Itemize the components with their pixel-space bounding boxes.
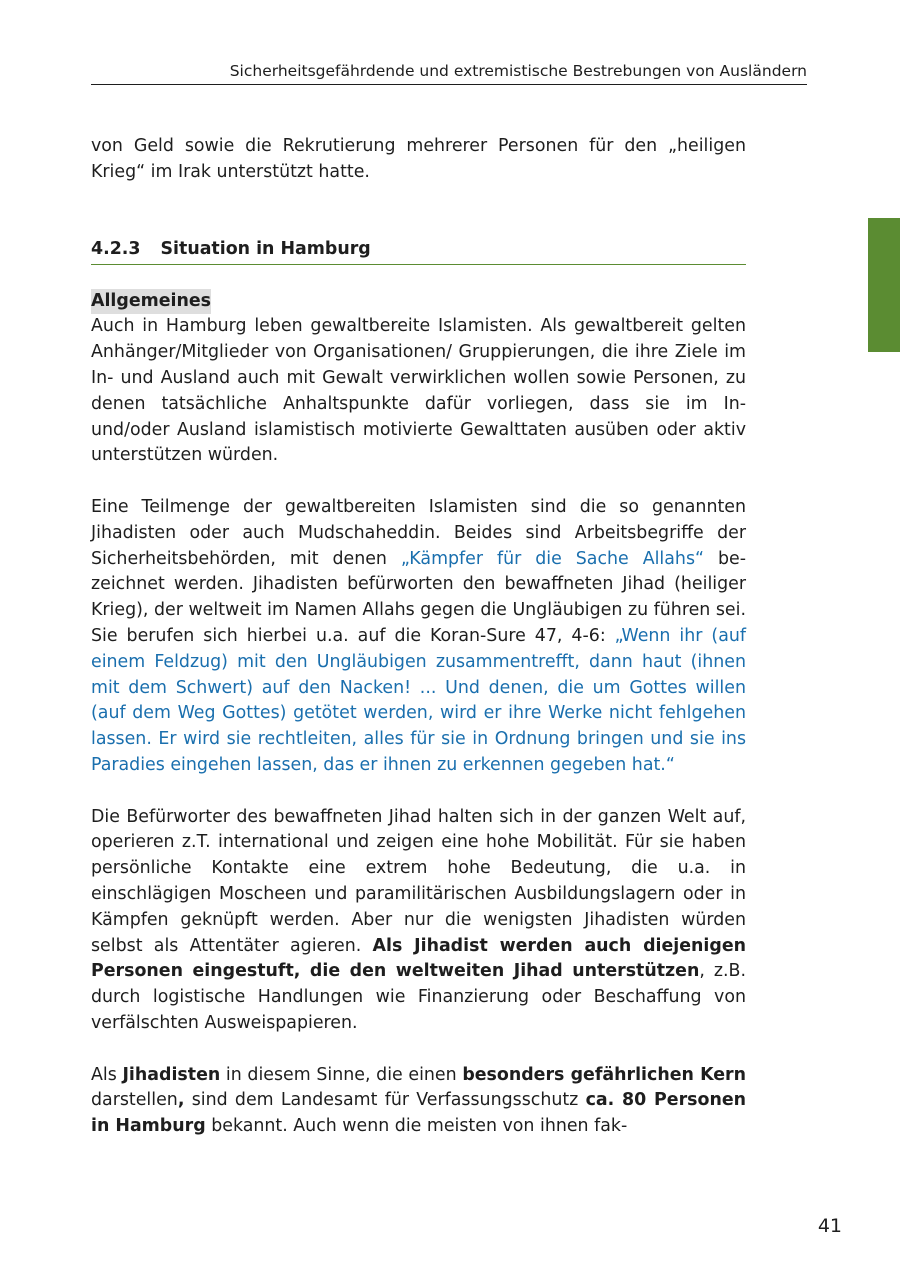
paragraph-text: darstellen bbox=[91, 1090, 178, 1111]
paragraph-jihadists-definition bbox=[91, 495, 746, 779]
paragraph-text: bekannt. Auch wenn die meisten von ihnen fak- bbox=[205, 1116, 628, 1137]
paragraph-jihad-supporters bbox=[91, 805, 746, 1037]
quote-koran-sura: „Wenn ihr (auf einem Feldzug) mit den Ungläubigen zusammentrefft, dann haut (ihnen mit dem Schwert) auf den Nacken! ... Und denen, die um Gottes willen (auf dem Weg Gottes) getötet werden, wird er ihre Werke nicht fehlgehen lassen. Er wird sie rechtleiten, alles für sie in Ordnung bringen und sie ins Paradies eingehen lassen, das er ihnen zu erkennen gegeben hat.“ bbox=[91, 625, 746, 775]
paragraph-text: Die Befürworter des bewaffneten Jihad halten sich in der ganzen Welt auf, operieren z.T. international und zeigen eine hohe Mobilität. Für sie haben persönliche Kontakte eine extrem hohe Bedeutung, die u.a. in einschlägigen Moscheen und paramilitärischen Ausbildungslagern oder in Kämpfen geknüpft werden. Aber nur die wenigsten Jihadisten würden selbst als Attentäter agieren. bbox=[91, 806, 746, 956]
page-body bbox=[91, 134, 746, 1140]
bold-emphasis: ca. 80 Personen in Hamburg bbox=[91, 1090, 747, 1137]
bold-emphasis: Jihadisten bbox=[122, 1064, 221, 1085]
section-number: 4.2.3 bbox=[91, 238, 141, 259]
paragraph-text: Eine Teilmenge der gewaltbereiten Islamisten sind die so genannten Jihadisten oder auch Mudschaheddin. Beides sind Arbeitsbegriffe der Sicherheitsbehörden, mit denen bbox=[91, 496, 746, 569]
section-heading bbox=[91, 236, 746, 265]
bold-emphasis: , bbox=[177, 1090, 185, 1111]
paragraph-text: Als bbox=[91, 1064, 123, 1085]
chapter-tab-marker bbox=[868, 218, 900, 352]
paragraph-violent-islamists: Auch in Hamburg leben gewaltbereite Islamisten. Als gewaltbereit gelten Anhänger/Mitglieder von Organisationen/ Gruppierungen, die ihre Ziele im In- und Ausland auch mit Gewalt verwirklichen wollen sowie Personen, zu denen tatsächliche Anhaltspunkte dafür vorliegen, dass sie im In- und/oder Ausland islamistisch motivierte Gewalttaten ausüben oder aktiv unterstützen würden. bbox=[91, 316, 746, 466]
subsection-heading: Allgemeines bbox=[91, 289, 211, 315]
bold-emphasis: besonders gefährlichen Kern bbox=[462, 1064, 746, 1085]
page-number: 41 bbox=[817, 1215, 842, 1237]
quote-fighters: „Kämpfer für die Sache Allahs“ bbox=[400, 548, 705, 569]
paragraph-hamburg-jihadists bbox=[91, 1063, 746, 1140]
paragraph-text: bezeichnet werden. Jihadisten befürworten den bewaffneten Jihad (heiliger Krieg), der weltweit im Namen Allahs gegen die Ungläubigen zu führen sei. Sie berufen sich hierbei u.a. auf die Koran-Sure 47, 4-6: bbox=[91, 548, 746, 646]
paragraph-text: sind dem Landesamt für Verfassungsschutz bbox=[184, 1090, 586, 1111]
paragraph-text: in diesem Sinne, die einen bbox=[220, 1064, 463, 1085]
section-title: Situation in Hamburg bbox=[160, 238, 371, 259]
paragraph-text: , z.B. durch logistische Handlungen wie Finanzierung oder Beschaffung von verfälschten Ausweispapieren. bbox=[91, 961, 746, 1033]
running-header-title: Sicherheitsgefährdende und extremistische Bestrebungen von Ausländern bbox=[229, 62, 807, 80]
bold-emphasis: Als Jihadist werden auch diejenigen Personen eingestuft, die den weltweiten Jihad unterstützen bbox=[91, 935, 746, 982]
intro-paragraph: von Geld sowie die Rekrutierung mehrerer Personen für den „heiligen Krieg“ im Irak unterstützt hatte. bbox=[91, 136, 746, 182]
running-header bbox=[91, 60, 807, 85]
